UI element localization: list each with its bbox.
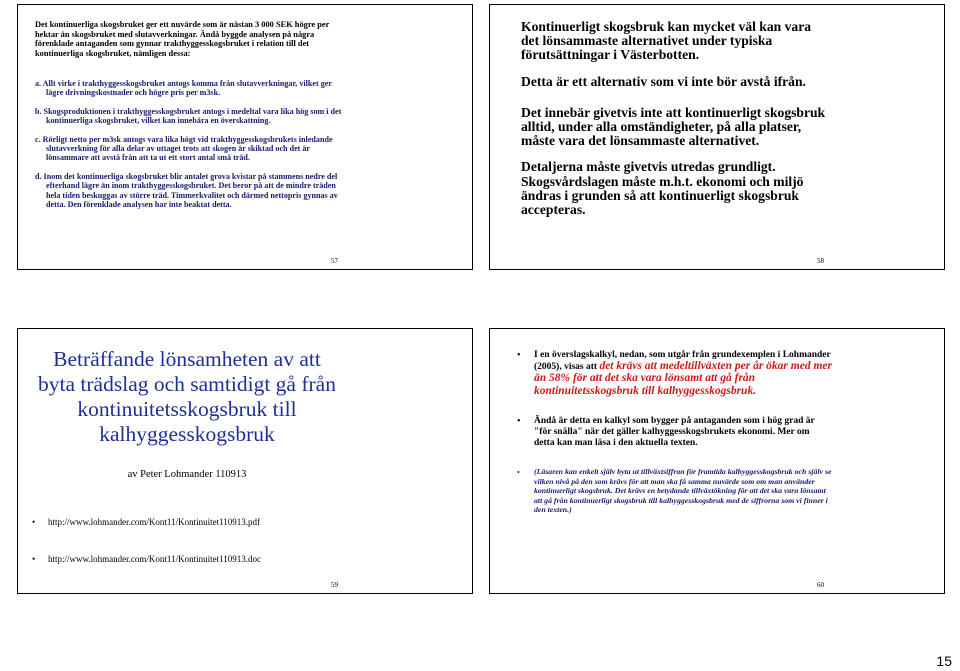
slide-59 <box>17 328 473 594</box>
list-item <box>32 517 352 527</box>
paragraph: Detaljerna måste givetvis utredas grundligt. Skogsvårdslagen måste m.h.t. ekonomi och miljö ändras i grunden så att kontinuerligt skogsbruk accepteras. <box>521 159 804 218</box>
bullet-icon: • <box>32 517 36 527</box>
bullet-text: Ändå är detta en kalkyl som bygger på antaganden som i hög grad är "för snälla" när det gäller kalhyggesskogsbrukets ekonomi. Mer om detta kan man läsa i den aktuella texten. <box>534 415 815 449</box>
paragraph: Det innebär givetvis inte att kontinuerligt skogsbruk alltid, under alla omständigheter, på alla platser, måste vara det lönsammaste alternativet. <box>521 104 826 149</box>
list-item-text: a. Allt virke i trakthyggesskogsbruket antogs komma från slutavverkningar, vilket ger lägre drivningskostnader och högre pris per m3sk. <box>35 79 332 98</box>
paragraph: Detta är ett alternativ som vi inte bör avstå ifrån. <box>521 73 806 89</box>
slide-60 <box>489 328 945 594</box>
list-item <box>35 135 347 163</box>
note-text: (Läsaren kan enkelt själv byta ut tillväxtsiffran för framtida kalhyggesskogsbruk och själv se vilken nivå på den som krävs för att man ska få samma nuvärde som om man använder kontinuerligt skogsbruk. Det krävs en betydande tillväxtökning för att det ska vara lönsamt att gå från kontinuerligt skogsbruk till kalhyggesskogsbruk med de siffrorna som vi finner i den texten.) <box>534 467 832 515</box>
slide-title: Beträffande lönsamheten av att byta trädslag och samtidigt gå från kontinuitetsskogsbruk till kalhyggesskogsbruk <box>38 347 336 446</box>
bullet-icon: • <box>517 415 521 427</box>
corner-page-number: 15 <box>936 653 952 669</box>
slide-57-intro: Det kontinuerliga skogsbruket ger ett nuvärde som är nästan 3 000 SEK högre per hektar än skogsbruket med slutavverkningar. Ändå byggde analysen på några förenklade antaganden som gynnar trakthyggesskogsbruket i relation till det kontinuerliga skogsbruket, nämligen dessa: <box>35 20 330 58</box>
list-item <box>517 416 832 450</box>
page-number: 59 <box>331 581 338 589</box>
bullet-text: I en överslagskalkyl, nedan, som utgår från grundexemplen i Lohmander (2005), visas att <box>534 350 831 373</box>
list-item-text: c. Rörligt netto per m3sk antogs vara lika högt vid trakthyggesskogsbrukets inledande slutavverkning för alla delar av uttaget trots att skogen är skiktad och det är lönsammare att avstå från att ta ut ett stort antal små träd. <box>35 134 333 163</box>
page-number: 58 <box>817 257 824 265</box>
emphasis-text: det krävs att medeltillväxten per år ökar med mer än 58% för att det ska vara lönsamt att gå från kontinuitetsskogsbruk till kalhyggesskogsbruk. <box>534 360 832 397</box>
bullet-icon: • <box>517 350 521 361</box>
list-item <box>35 79 347 98</box>
page-number: 60 <box>817 581 824 589</box>
page-number: 57 <box>331 257 338 265</box>
bullet-icon: • <box>32 554 36 564</box>
author-line: av Peter Lohmander 110913 <box>127 469 247 480</box>
list-item <box>32 554 352 564</box>
list-item <box>517 467 832 514</box>
slide-58 <box>489 4 945 270</box>
list-item <box>35 172 347 210</box>
list-item-text: d. Inom det kontinuerliga skogsbruket blir antalet grova kvistar på stammens nedre del efterhand lägre än inom trakthyggesskogsbruket. Det beror på att de mindre träden hela tiden beskuggas av större träd. Timmerkvalitet och därmed nettopris gynnas av detta. Den förenklade analysen har inte beaktat detta. <box>35 171 338 210</box>
slide-57 <box>17 4 473 270</box>
list-item-text: b. Skogsproduktionen i trakthyggesskogsbruket antogs i medeltal vara lika hög som i det kontinuerliga skogsbruket, vilket kan innebära en överskattning. <box>35 106 342 126</box>
paragraph: Kontinuerligt skogsbruk kan mycket väl kan vara det lönsammaste alternativet under typiska förutsättningar i Västerbotten. <box>521 19 812 63</box>
pdf-link[interactable]: http://www.lohmander.com/Kont11/Kontinuitet110913.pdf <box>48 517 260 527</box>
list-item <box>517 350 832 398</box>
bullet-icon: • <box>517 468 520 478</box>
list-item <box>35 107 347 126</box>
doc-link[interactable]: http://www.lohmander.com/Kont11/Kontinuitet110913.doc <box>48 554 261 564</box>
